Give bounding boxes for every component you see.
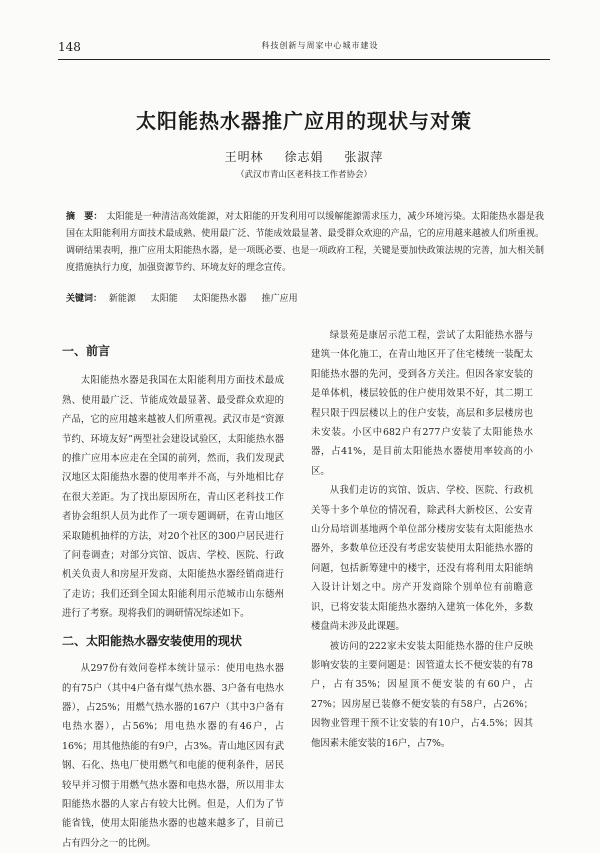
- paragraph-lvjingyuan: 绿景苑是康居示范工程，尝试了太阳能热水器与建筑一体化施工，在青山地区开了住宅楼统一装配太阳能热水器的先河，受到各方关注。但因各家安装的是单体机，楼层较低的住户使用效果不好，其二期工程只限于四层楼以上的住户安装，高层和多层楼房也未安装。小区中682户有277户安装了太阳能热水器，占41%，是目前太阳能热水器使用率较高的小区。: [311, 330, 533, 477]
- keyword: 太阳能热水器: [192, 294, 247, 304]
- paragraph-obstacles: 被访问的222家未安装太阳能热水器的住户反映影响安装的主要问题是：因管道太长不便安装的有78户，占有35%；因屋顶不便安装的有60户，占27%；因房屋已装修不便安装的有58户，占26%；因物业管理干预不让安装的有10户，占4.5%；因其他因素未能安装的16户，占7%。: [311, 640, 533, 749]
- section-heading-status: 二、太阳能热水器安装使用的现状: [62, 633, 243, 648]
- article-title: 太阳能热水器推广应用的现状与对策: [136, 109, 472, 133]
- keyword: 新能源: [108, 294, 136, 304]
- paragraph-institutions: 从我们走访的宾馆、饭店、学校、医院、行政机关等十多个单位的情况看，除武科大新校区、公安青山分局培训基地两个单位部分楼房安装有太阳能热水器外，多数单位还没有考虑安装使用太阳能热水器的问题，包括新筹建中的楼宇，还没有将利用太阳能纳入设计计划之中。房产开发商除个别单位有前瞻意识，已将安装太阳能热水器纳入建筑一体化外，多数楼盘尚未涉及此课题。: [311, 485, 533, 633]
- keywords-label: 关键词：: [66, 294, 103, 304]
- header-rule: [58, 59, 550, 60]
- paragraph-intro: 太阳能热水器是我国在太阳能利用方面技术最成熟、使用最广泛、节能成效最显著、最受群众欢迎的产品，它的应用越来越被人们所重视。武汉市是“资源节约、环境友好”两型社会建设试验区，太阳能热水器的推广应用本应走在全国的前列，然而，我们发现武汉地区太阳能热水器的使用率并不高，与外地相比存在很大差距。为了找出原因所在，青山区老科技工作者协会组织人员为此作了一项专题调研，在青山地区采取随机抽样的方法，对20个社区的300户居民进行了问卷调查；对部分宾馆、饭店、学校、医院、行政机关负责人和房屋开发商、太阳能热水器经销商进行了走访；我们还到全国太阳能利用示范城市山东德州进行了考察。现将我们的调研情况综述如下。: [62, 375, 284, 620]
- section-heading-intro: 一、前言: [62, 344, 111, 358]
- abstract-label: 摘 要：: [66, 212, 103, 222]
- paragraph-survey-stats: 从297份有效问卷样本统计显示：使用电热水器的有75户（其中4户备有煤气热水器、3户备有电热水器），占25%；用燃气热水器的167户（其中3户备有电热水器），占56%；用电热水器的有46户，占16%；用其他热能的有9户，占3%。青山地区因有武钢、石化、热电厂使用燃气和电能的便利条件，居民较早并习惯于用燃气热水器和电热水器，所以用非太阳能热水器的人家占有较大比例。但是，人们为了节能省钱，使用太阳能热水器的也越来越多了，目前已占有四分之一的比例。: [62, 663, 284, 849]
- author-2: 徐志娟: [284, 150, 324, 164]
- keyword: 推广应用: [261, 294, 298, 304]
- authors: [58, 148, 550, 165]
- keywords: [66, 291, 544, 304]
- journal-header: 科技创新与周家中心城市建设: [261, 41, 379, 50]
- author-3: 张淑萍: [344, 150, 384, 164]
- page-number: 148: [58, 40, 81, 54]
- abstract: [66, 209, 544, 277]
- left-column: [62, 326, 284, 853]
- author-1: 王明林: [224, 150, 264, 164]
- affiliation: （武汉市青山区老科技工作者协会）: [235, 170, 372, 180]
- right-column: [311, 326, 533, 753]
- keyword: 太阳能: [150, 294, 178, 304]
- abstract-text: 太阳能是一种清洁高效能源，对太阳能的开发利用可以缓解能源需求压力，减少环境污染。太阳能热水器是我国在太阳能利用方面技术最成熟、使用最广泛、节能成效最显著、最受群众欢迎的产品，它的应用越来越被人们所重视。调研结果表明，推广应用太阳能热水器，是一项既必要、也是一项政府工程，关键是要加快政策法规的完善，加大相关制度措施执行力度，加强资源节约、环境友好的理念宣传。: [66, 212, 544, 273]
